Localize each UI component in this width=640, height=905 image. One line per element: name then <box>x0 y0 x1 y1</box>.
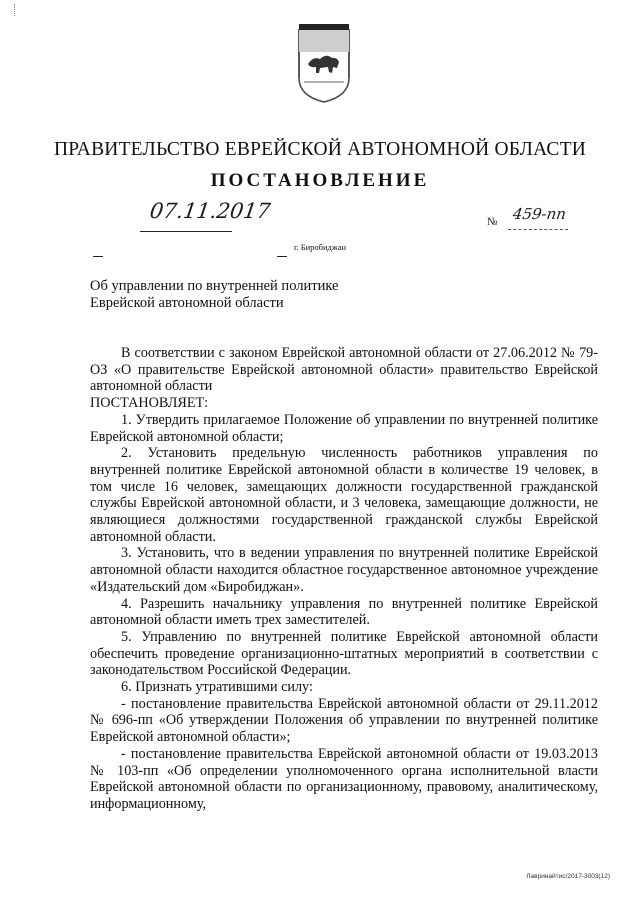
subject-bracket-left <box>93 256 103 262</box>
item-2: 2. Установить предельную численность работников управления по внутренней политике Еврейской автономной области в количестве 19 человек, в том числе 16 человек, замещающих должности государственной гражданской службы Еврейской автономной области, и 3 человека, замещающие должности, не являющиеся должностями государственной гражданской службы Еврейской автономной области. <box>90 445 598 545</box>
item-1: 1. Утвердить прилагаемое Положение об управлении по внутренней политике Еврейской автономной области; <box>90 411 598 445</box>
city-label: г. Биробиджан <box>293 242 347 252</box>
document-number: 459-пп <box>511 205 568 223</box>
document-body <box>90 345 598 813</box>
item-4: 4. Разрешить начальнику управления по внутренней политике Еврейской автономной области иметь трех заместителей. <box>90 595 598 629</box>
document-subject <box>90 278 338 312</box>
resolve-heading: ПОСТАНОВЛЯЕТ: <box>90 395 209 412</box>
item-6-sub-b: - постановление правительства Еврейской автономной области от 19.03.2013 № 103-пп «Об определении уполномоченного органа исполнительной власти Еврейской автономной области по организационному, правовому, аналитическому, информационному, <box>90 745 598 812</box>
government-title: ПРАВИТЕЛЬСТВО ЕВРЕЙСКОЙ АВТОНОМНОЙ ОБЛАСТИ <box>53 139 587 160</box>
document-type-heading: ПОСТАНОВЛЕНИЕ <box>210 170 430 191</box>
scan-mark <box>14 4 19 16</box>
item-3: 3. Установить, что в ведении управления по внутренней политике Еврейской автономной области находится областное государственное автономное учреждение «Издательский дом «Биробиджан». <box>90 545 598 595</box>
item-6: 6. Признать утратившими силу: <box>121 679 313 696</box>
subject-line-1: Об управлении по внутренней политике <box>90 278 339 294</box>
footer-code: Лавринайтис/2017-3003(12) <box>526 873 610 880</box>
coat-of-arms-emblem <box>296 22 352 104</box>
item-5: 5. Управлению по внутренней политике Еврейской автономной области обеспечить проведение организационно-штатных мероприятий в соответствии с законодательством Российской Федерации. <box>90 628 598 679</box>
document-date: 07.11.2017 <box>148 199 272 223</box>
intro-paragraph: В соответствии с законом Еврейской автономной области от 27.06.2012 № 79-ОЗ «О правительстве Еврейской автономной области» правительство Еврейской автономной области <box>90 345 598 395</box>
number-label: № <box>487 216 498 228</box>
subject-bracket-right <box>277 256 287 262</box>
item-6-sub-a: - постановление правительства Еврейской автономной области от 29.11.2012 № 696-пп «Об утверждении Положения об управлении по внутренней политике Еврейской автономной области»; <box>90 695 598 746</box>
subject-line-2: Еврейской автономной области <box>90 295 284 311</box>
